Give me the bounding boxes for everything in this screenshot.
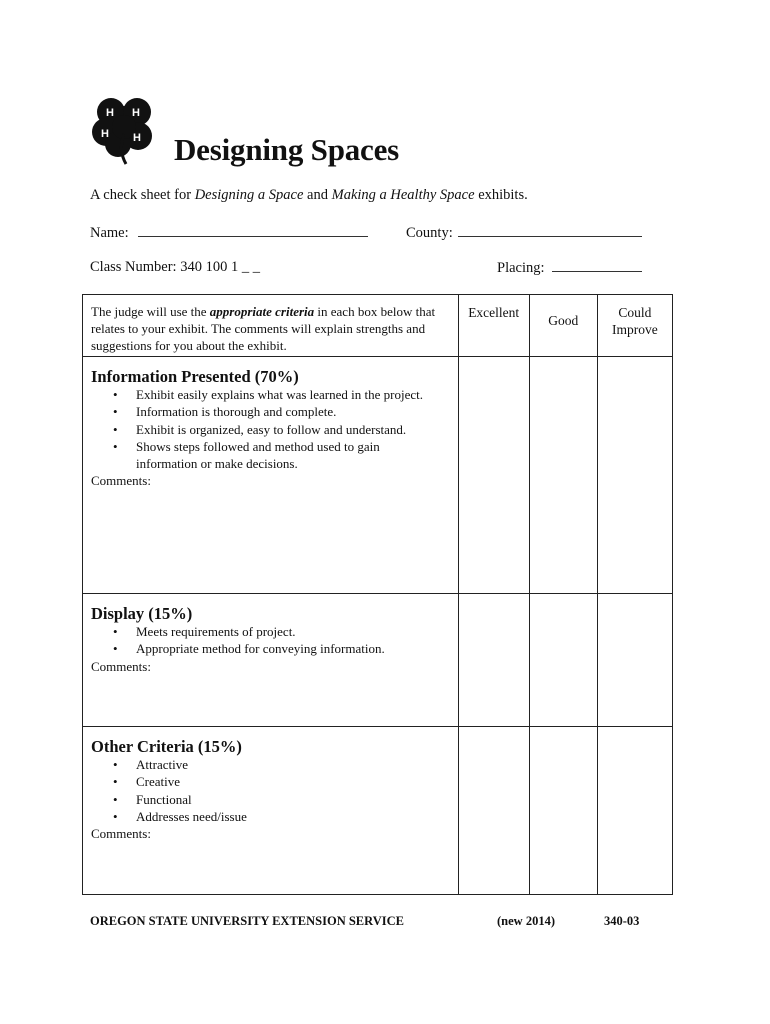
section-row-other: [83, 727, 673, 895]
criteria-item: • Shows steps followed and method used to gain information or make decisions.: [136, 438, 450, 473]
rating-excellent-cell[interactable]: [458, 727, 529, 895]
name-label: Name:: [90, 225, 129, 241]
comments-label: Comments:: [91, 826, 151, 842]
rating-excellent-cell[interactable]: [458, 594, 529, 727]
rating-could-improve-cell[interactable]: [597, 357, 672, 594]
county-field[interactable]: [458, 224, 642, 237]
intro-suffix: in each box below that relates to your exhibit. The comments will explain strengths and suggestions for you about the exhibit.: [91, 304, 436, 353]
criteria-list: [91, 756, 450, 825]
placing-label: Placing:: [497, 260, 545, 276]
intro-text: [83, 295, 458, 356]
rating-good-cell[interactable]: [529, 727, 597, 895]
svg-text:H: H: [133, 132, 141, 144]
footer-edition: (new 2014): [497, 914, 555, 928]
intro-prefix: The judge will use the: [91, 304, 210, 319]
section-heading: Other Criteria (15%): [91, 737, 242, 756]
criteria-item: • Exhibit is organized, easy to follow and understand.: [136, 421, 450, 438]
section-heading: Information Presented (70%): [91, 367, 299, 386]
header-good: Good: [529, 295, 597, 357]
rating-could-improve-cell[interactable]: [597, 727, 672, 895]
section-heading: Display (15%): [91, 604, 193, 623]
header-excellent: Excellent: [458, 295, 529, 357]
comments-label: Comments:: [91, 473, 151, 489]
name-field[interactable]: [138, 224, 368, 237]
county-field-row: [406, 224, 642, 242]
page-title: Designing Spaces: [174, 132, 400, 167]
svg-text:H: H: [132, 107, 140, 119]
criteria-item: • Information is thorough and complete.: [136, 403, 450, 420]
footer-code: 340-03: [604, 914, 640, 928]
criteria-item: • Functional: [136, 791, 450, 808]
subtitle-mid: and: [303, 187, 332, 203]
criteria-list: [91, 623, 450, 658]
section-cell: [83, 594, 459, 727]
criteria-item: • Appropriate method for conveying information.: [136, 640, 450, 657]
placing-field-row: [497, 259, 642, 277]
criteria-item: • Attractive: [136, 756, 450, 773]
rating-good-cell[interactable]: [529, 357, 597, 594]
section-cell: [83, 357, 459, 594]
svg-text:H: H: [106, 107, 114, 119]
rating-excellent-cell[interactable]: [458, 357, 529, 594]
table-header-row: [83, 295, 673, 357]
subtitle-italic-2: Making a Healthy Space: [331, 187, 475, 203]
rating-good-cell[interactable]: [529, 594, 597, 727]
subtitle-suffix: exhibits.: [474, 187, 528, 203]
rating-could-improve-cell[interactable]: [597, 594, 672, 727]
header-could-improve: Could Improve: [597, 295, 672, 357]
comments-label: Comments:: [91, 658, 151, 674]
footer-org: OREGON STATE UNIVERSITY EXTENSION SERVICE: [90, 914, 404, 928]
4h-clover-icon: [88, 94, 160, 166]
intro-emphasis: appropriate criteria: [209, 304, 315, 319]
svg-text:H: H: [101, 128, 109, 140]
criteria-item: • Meets requirements of project.: [136, 623, 450, 640]
criteria-item: • Addresses need/issue: [136, 808, 450, 825]
criteria-item: • Creative: [136, 773, 450, 790]
class-number: Class Number: 340 100 1 _ _: [90, 259, 260, 275]
criteria-list: [91, 386, 450, 472]
placing-field[interactable]: [552, 259, 642, 272]
intro-cell: [83, 295, 459, 357]
section-row-information: [83, 357, 673, 594]
name-field-row: [90, 224, 368, 242]
county-label: County:: [406, 225, 453, 241]
criteria-table: [82, 294, 673, 895]
subtitle-italic-1: Designing a Space: [194, 187, 304, 203]
section-cell: [83, 727, 459, 895]
subtitle-prefix: A check sheet for: [90, 187, 195, 203]
section-row-display: [83, 594, 673, 727]
criteria-item: • Exhibit easily explains what was learned in the project.: [136, 386, 450, 403]
subtitle: [90, 187, 528, 204]
